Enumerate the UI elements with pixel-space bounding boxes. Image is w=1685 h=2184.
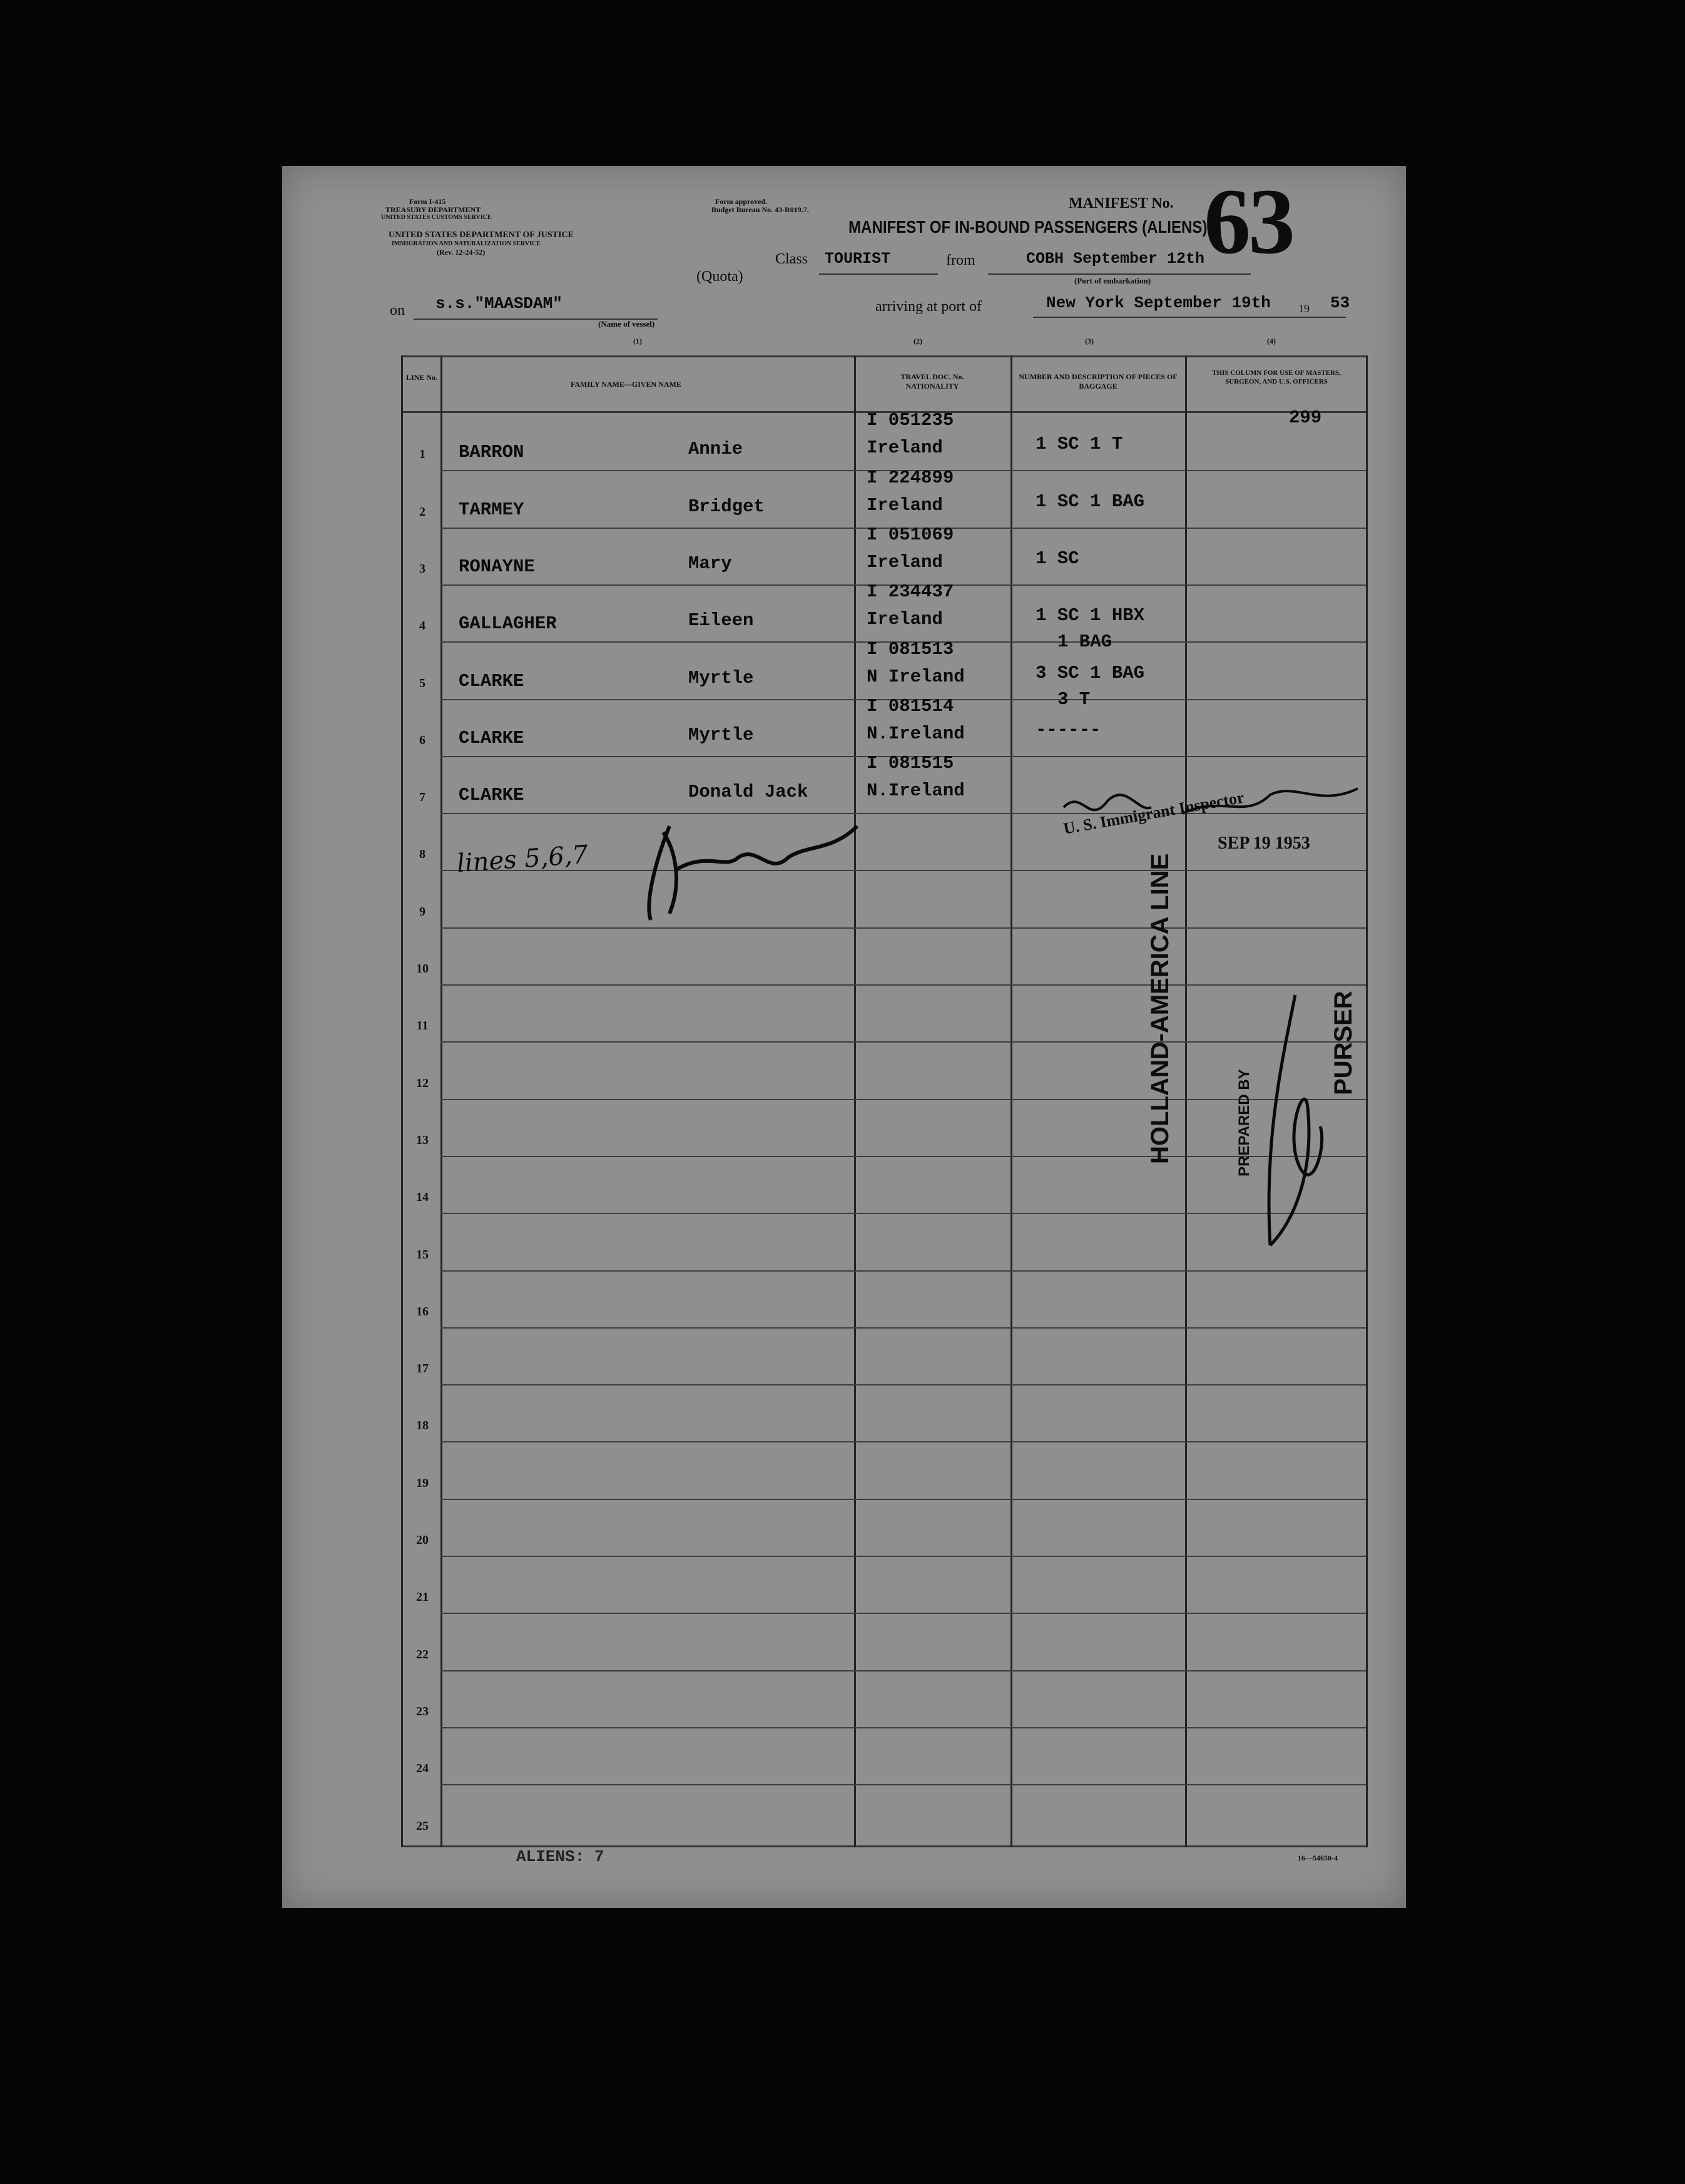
line-number: 16 [416, 1305, 429, 1319]
aliens-count: ALIENS: 7 [516, 1847, 604, 1866]
prepared-by-stamp: PREPARED BY [1236, 1069, 1253, 1176]
header-line-no: LINE No. [405, 373, 437, 382]
row-divider [440, 1556, 1366, 1557]
row-divider [440, 1041, 1366, 1043]
handwritten-signature-left [632, 807, 882, 932]
header-baggage: NUMBER AND DESCRIPTION OF PIECES OF BAGGAGE [1019, 372, 1178, 390]
passenger-nationality: Ireland [867, 609, 943, 630]
year-prefix: 19 [1298, 302, 1310, 315]
row-divider [440, 870, 1366, 871]
line-number: 17 [416, 1362, 429, 1375]
passenger-baggage: 1 SC 1 BAG [1036, 491, 1145, 512]
passenger-doc-number: I 051069 [867, 524, 954, 545]
manifest-sheet [282, 166, 1406, 1908]
line-number: 18 [416, 1419, 429, 1432]
passenger-given-name: Annie [688, 439, 743, 459]
passenger-nationality: Ireland [867, 495, 943, 516]
class-value: TOURIST [825, 250, 891, 268]
column-number-4: (4) [1267, 337, 1276, 345]
line-number: 8 [419, 847, 425, 861]
dept-ins: IMMIGRATION AND NATURALIZATION SERVICE [392, 240, 541, 247]
line-number: 15 [416, 1248, 429, 1262]
embark-caption: (Port of embarkation) [1074, 276, 1151, 285]
line-number: 7 [419, 790, 425, 804]
passenger-doc-number: I 234437 [867, 581, 954, 602]
table-right-border [1366, 355, 1368, 1847]
passenger-given-name: Bridget [688, 496, 765, 517]
row-divider [440, 1727, 1366, 1728]
line-number: 20 [416, 1533, 429, 1547]
passenger-baggage-extra: 1 BAG [1057, 631, 1112, 652]
officer-note: 299 [1289, 407, 1322, 428]
column-number-1: (1) [633, 337, 642, 345]
line-number: 10 [416, 962, 429, 976]
manifest-label: MANIFEST No. [1069, 195, 1174, 212]
passenger-doc-number: I 081514 [867, 696, 954, 717]
travel-divider [1010, 355, 1012, 1847]
on-label: on [390, 302, 405, 319]
line-number: 14 [416, 1190, 429, 1204]
row-divider [440, 1499, 1366, 1500]
line-number: 6 [419, 733, 425, 747]
line-number: 5 [419, 676, 425, 690]
class-label: Class [775, 251, 808, 267]
row-divider [440, 1099, 1366, 1100]
passenger-doc-number: I 051235 [867, 410, 954, 431]
row-divider [440, 1784, 1366, 1785]
passenger-baggage: 1 SC [1036, 548, 1079, 569]
purser-signature [1245, 982, 1339, 1277]
passenger-family-name: CLARKE [459, 728, 524, 748]
line-number: 25 [416, 1819, 429, 1833]
row-divider [440, 1270, 1366, 1272]
passenger-family-name: CLARKE [459, 671, 524, 691]
line-number: 3 [419, 562, 425, 576]
passenger-baggage: 1 SC 1 HBX [1036, 605, 1145, 626]
dept-treasury: TREASURY DEPARTMENT [385, 205, 481, 214]
passenger-baggage: 3 SC 1 BAG [1036, 663, 1145, 683]
passenger-given-name: Donald Jack [688, 782, 808, 802]
line-number: 19 [416, 1476, 429, 1490]
row-divider [440, 1327, 1366, 1329]
inspector-label: U. S. Immigrant Inspector [1062, 788, 1246, 838]
table-left-border [401, 355, 403, 1847]
line-number: 13 [416, 1133, 429, 1147]
passenger-doc-number: I 224899 [867, 467, 954, 488]
passenger-given-name: Mary [688, 553, 732, 574]
inspector-date: SEP 19 1953 [1218, 834, 1310, 853]
arrival-port: New York September 19th [1046, 293, 1271, 312]
form-revision: (Rev. 12-24-52) [437, 248, 486, 257]
name-divider [854, 355, 856, 1847]
line-number: 12 [416, 1076, 429, 1090]
row-divider [440, 1156, 1366, 1157]
passenger-family-name: TARMEY [459, 499, 524, 520]
manifest-title: MANIFEST OF IN-BOUND PASSENGERS (ALIENS) [848, 217, 1208, 237]
vessel-name: s.s."MAASDAM" [435, 294, 563, 313]
arriving-label: arriving at port of [875, 299, 982, 315]
passenger-nationality: N Ireland [867, 666, 965, 687]
column-number-3: (3) [1085, 337, 1094, 345]
line-number: 11 [416, 1019, 429, 1033]
passenger-baggage: ------ [1036, 720, 1101, 740]
line-number: 1 [419, 447, 425, 461]
purser-stamp: PURSER [1330, 991, 1357, 1095]
dept-justice: UNITED STATES DEPARTMENT OF JUSTICE [389, 230, 574, 240]
manifest-number: 63 [1204, 170, 1293, 273]
table-top-border [401, 355, 1368, 357]
dept-customs: UNITED STATES CUSTOMS SERVICE [381, 214, 492, 221]
line-number: 24 [416, 1762, 429, 1775]
passenger-doc-number: I 081513 [867, 639, 954, 660]
line-no-divider [440, 355, 442, 1847]
row-divider [440, 1213, 1366, 1214]
passenger-given-name: Myrtle [688, 725, 754, 745]
header-travel: TRAVEL DOC. No. NATIONALITY [900, 372, 964, 390]
passenger-baggage-extra: 3 T [1057, 689, 1091, 710]
row-divider [440, 1670, 1366, 1671]
arrival-year: 53 [1330, 293, 1350, 312]
passenger-nationality: Ireland [867, 552, 943, 573]
passenger-family-name: GALLAGHER [459, 613, 557, 634]
line-number: 2 [419, 505, 425, 519]
row-divider [440, 1441, 1366, 1442]
passenger-family-name: CLARKE [459, 785, 524, 805]
line-number: 22 [416, 1648, 429, 1661]
arrival-underline [1033, 317, 1346, 318]
passenger-nationality: N.Ireland [867, 723, 965, 744]
passenger-nationality: N.Ireland [867, 780, 965, 801]
from-value: COBH September 12th [1026, 250, 1205, 268]
column-number-2: (2) [914, 337, 922, 345]
header-officers: THIS COLUMN FOR USE OF MASTERS, SURGEON, AND U.S. OFFICERS [1212, 369, 1341, 385]
footer-code: 16—54650-4 [1298, 1854, 1338, 1862]
header-name: FAMILY NAME—GIVEN NAME [571, 380, 681, 389]
class-underline [819, 273, 938, 275]
line-number: 4 [419, 619, 425, 633]
row-divider [440, 984, 1366, 986]
passenger-given-name: Myrtle [688, 668, 754, 688]
passenger-doc-number: I 081515 [867, 753, 954, 773]
quota-label: (Quota) [696, 268, 743, 285]
vessel-caption: (Name of vessel) [598, 319, 655, 329]
budget-bureau: Budget Bureau No. 43-R019.7. [711, 205, 809, 214]
row-divider [440, 927, 1366, 929]
holland-america-stamp: HOLLAND-AMERICA LINE [1146, 853, 1174, 1164]
passenger-given-name: Eileen [688, 610, 754, 631]
lines-note: lines 5,6,7 [456, 840, 589, 879]
passenger-family-name: RONAYNE [459, 556, 535, 577]
passenger-baggage: 1 SC 1 T [1036, 434, 1123, 454]
line-number: 9 [419, 905, 425, 919]
row-divider [440, 1613, 1366, 1614]
from-underline [988, 273, 1251, 275]
passenger-family-name: BARRON [459, 442, 524, 462]
form-number: Form I-415 [409, 197, 446, 206]
line-number: 23 [416, 1705, 429, 1718]
from-label: from [946, 252, 975, 268]
line-number: 21 [416, 1590, 429, 1604]
row-divider [440, 1384, 1366, 1385]
form-approved: Form approved. [715, 197, 768, 206]
baggage-divider [1185, 355, 1187, 1847]
passenger-nationality: Ireland [867, 437, 943, 458]
